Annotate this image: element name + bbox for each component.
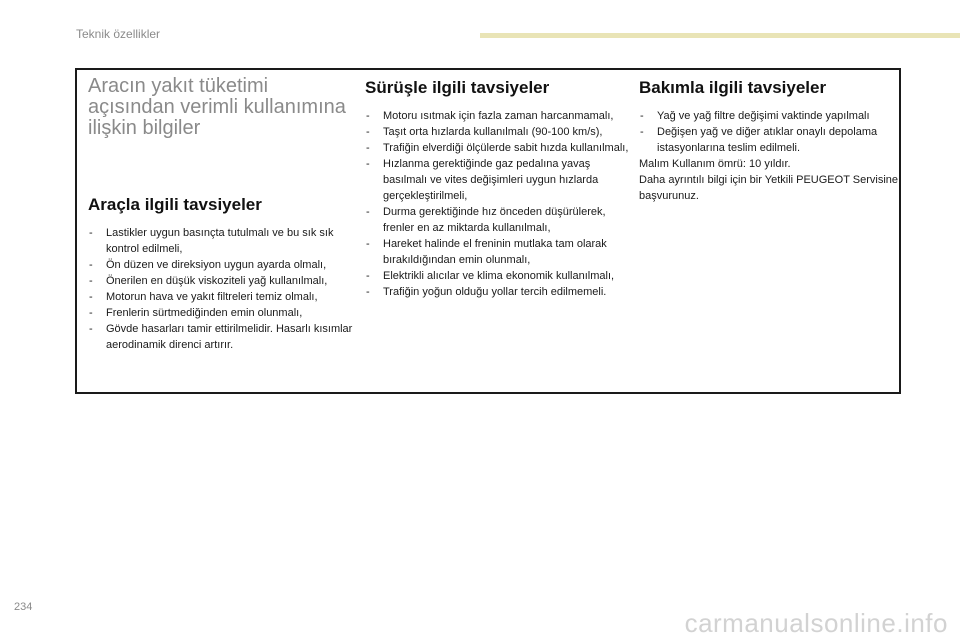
watermark: carmanualsonline.info	[684, 608, 948, 638]
list-item: - Lastikler uygun basınçta tutulmalı ve bu sık sık kontrol edilmeli,	[88, 225, 358, 257]
header-accent-bar	[480, 33, 960, 38]
list-item: - Yağ ve yağ filtre değişimi vaktinde yapılmalı	[639, 108, 899, 124]
list-item: - Trafiğin yoğun olduğu yollar tercih edilmemeli.	[365, 284, 629, 300]
vehicle-advice-list	[88, 225, 358, 353]
page-number: 234	[14, 601, 33, 613]
column-maintenance	[639, 76, 899, 204]
service-note: Daha ayrıntılı bilgi için bir Yetkili PEUGEOT Servisine başvurunuz.	[639, 174, 899, 202]
list-item: - Değişen yağ ve diğer atıklar onaylı depolama istasyonlarına teslim edilmeli.	[639, 124, 899, 156]
column-vehicle	[88, 76, 358, 353]
list-item: - Durma gerektiğinde hız önceden düşürülerek, frenler en az miktarda kullanılmalı,	[365, 204, 629, 236]
list-item: - Motorun hava ve yakıt filtreleri temiz olmalı,	[88, 289, 358, 305]
list-item: - Frenlerin sürtmediğinden emin olunmalı,	[88, 305, 358, 321]
list-item: - Ön düzen ve direksiyon uygun ayarda olmalı,	[88, 257, 358, 273]
info-box	[75, 68, 901, 394]
list-item: - Hızlanma gerektiğinde gaz pedalına yavaş basılmalı ve vites değişimleri uygun hızlarda gerçekleştirilmeli,	[365, 156, 629, 204]
list-item: - Hareket halinde el freninin mutlaka tam olarak bırakıldığından emin olunmalı,	[365, 236, 629, 268]
main-title: Aracın yakıt tüketimi açısından verimli kullanımına ilişkin bilgiler	[88, 75, 346, 139]
chapter-title: Teknik özellikler	[76, 27, 161, 41]
column-driving	[365, 76, 629, 300]
list-item: - Taşıt orta hızlarda kullanılmalı (90-100 km/s),	[365, 124, 629, 140]
list-item: - Elektrikli alıcılar ve klima ekonomik kullanılmalı,	[365, 268, 629, 284]
driving-section-title: Sürüşle ilgili tavsiyeler	[365, 78, 550, 97]
driving-advice-list	[365, 108, 629, 300]
lifetime-note: Malım Kullanım ömrü: 10 yıldır.	[639, 158, 791, 170]
list-item: - Trafiğin elverdiği ölçülerde sabit hızda kullanılmalı,	[365, 140, 629, 156]
list-item: - Motoru ısıtmak için fazla zaman harcanmamalı,	[365, 108, 629, 124]
list-item: - Gövde hasarları tamir ettirilmelidir. Hasarlı kısımlar aerodinamik direnci artırır.	[88, 321, 358, 353]
maintenance-advice-list	[639, 108, 899, 156]
maintenance-section-title: Bakımla ilgili tavsiyeler	[639, 78, 827, 97]
list-item: - Önerilen en düşük viskoziteli yağ kullanılmalı,	[88, 273, 358, 289]
vehicle-section-title: Araçla ilgili tavsiyeler	[88, 195, 262, 214]
